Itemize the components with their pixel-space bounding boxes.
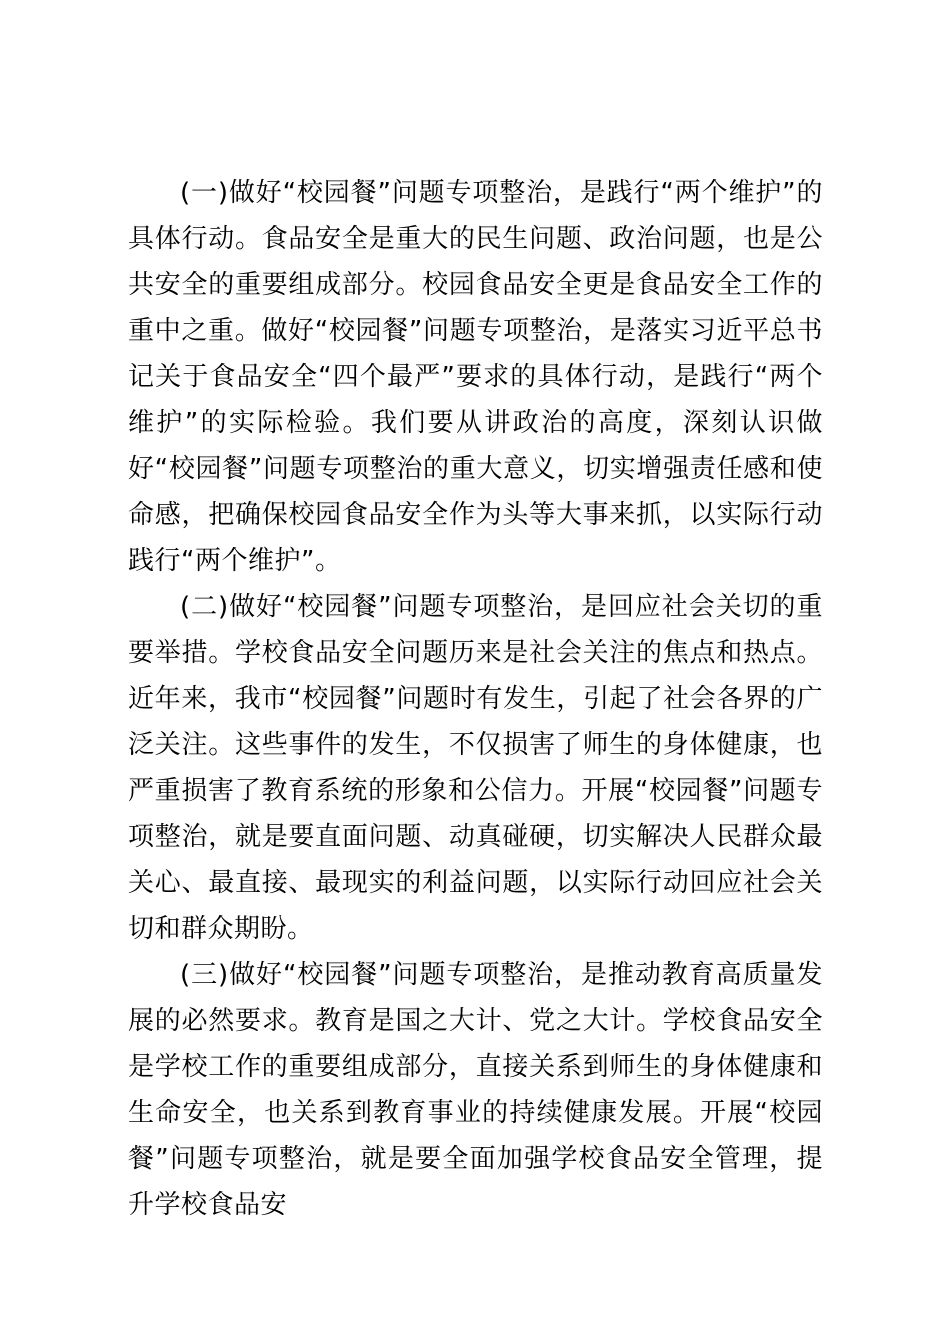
paragraph-3: (三)做好“校园餐”问题专项整治，是推动教育高质量发展的必然要求。教育是国之大计、党之大计。学校食品安全是学校工作的重要组成部分，直接关系到师生的身体健康和生命安全，也关系到教育事业的持续健康发展。开展“校园餐”问题专项整治，就是要全面加强学校食品安全管理，提升学校食品安 <box>128 960 823 1220</box>
paragraph-1: (一)做好“校园餐”问题专项整治，是践行“两个维护”的具体行动。食品安全是重大的民生问题、政治问题，也是公共安全的重要组成部分。校园食品安全更是食品安全工作的重中之重。做好“校园餐”问题专项整治，是落实习近平总书记关于食品安全“四个最严”要求的具体行动，是践行“两个维护”的实际检验。我们要从讲政治的高度，深刻认识做好“校园餐”问题专项整治的重大意义，切实增强责任感和使命感，把确保校园食品安全作为头等大事来抓，以实际行动践行“两个维护”。 <box>128 178 823 576</box>
paragraph-2: (二)做好“校园餐”问题专项整治，是回应社会关切的重要举措。学校食品安全问题历来是社会关注的焦点和热点。近年来，我市“校园餐”问题时有发生，引起了社会各界的广泛关注。这些事件的发生，不仅损害了师生的身体健康，也严重损害了教育系统的形象和公信力。开展“校园餐”问题专项整治，就是要直面问题、动真碰硬，切实解决人民群众最关心、最直接、最现实的利益问题，以实际行动回应社会关切和群众期盼。 <box>128 592 823 944</box>
document-body <box>128 170 823 1228</box>
